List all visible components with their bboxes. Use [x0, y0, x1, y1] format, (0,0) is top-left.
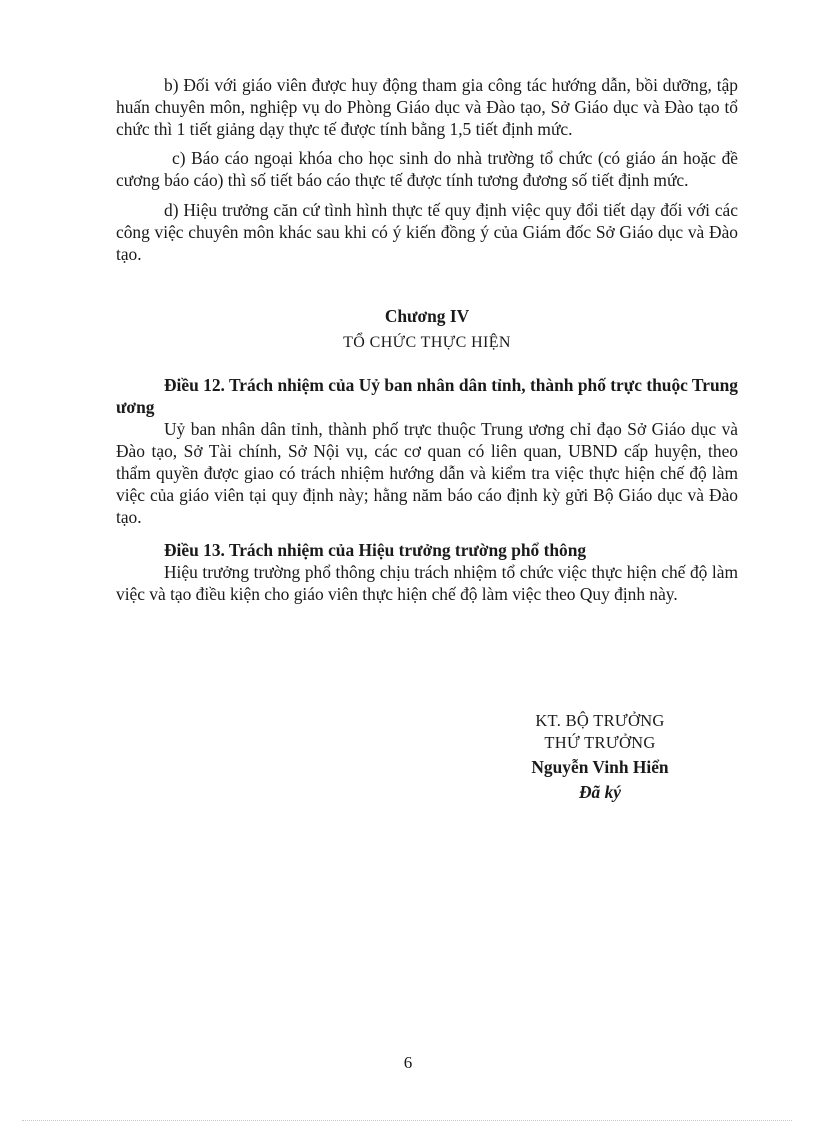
article-13-heading: Điều 13. Trách nhiệm của Hiệu trưởng trường phổ thông [164, 540, 587, 560]
article-12-body: Uỷ ban nhân dân tỉnh, thành phố trực thuộc Trung ương chỉ đạo Sở Giáo dục và Đào tạo, Sở Tài chính, Sở Nội vụ, các cơ quan có liên quan, UBND cấp huyện, theo thẩm quyền được giao có trách nhiệm hướng dẫn và kiểm tra việc thực hiện chế độ làm việc của giáo viên tại quy định này; hằng năm báo cáo định kỳ gửi Bộ Giáo dục và Đào tạo. [116, 419, 738, 527]
signature-title-line: KT. BỘ TRƯỞNG [535, 711, 665, 730]
signature-block [500, 710, 700, 803]
article-12-heading: Điều 12. Trách nhiệm của Uỷ ban nhân dân tỉnh, thành phố trực thuộc Trung ương [116, 375, 738, 417]
signature-role-line: THỨ TRƯỞNG [544, 733, 656, 752]
document-body [116, 74, 738, 605]
paragraph-c: c) Báo cáo ngoại khóa cho học sinh do nhà trường tổ chức (có giáo án hoặc đề cương báo cáo) thì số tiết báo cáo thực tế được tính tương đương số tiết định mức. [116, 148, 738, 190]
article-13-body: Hiệu trưởng trường phổ thông chịu trách nhiệm tổ chức việc thực hiện chế độ làm việc và tạo điều kiện cho giáo viên thực hiện chế độ làm việc theo Quy định này. [116, 562, 738, 604]
signer-name: Nguyễn Vinh Hiển [531, 757, 669, 777]
chapter-title: Chương IV [384, 306, 470, 326]
chapter-subtitle: TỔ CHỨC THỰC HIỆN [343, 334, 511, 351]
page-bottom-rule [22, 1120, 792, 1121]
paragraph-d: d) Hiệu trưởng căn cứ tình hình thực tế quy định việc quy đổi tiết dạy đối với các công việc chuyên môn khác sau khi có ý kiến đồng ý của Giám đốc Sở Giáo dục và Đào tạo. [116, 200, 738, 264]
signed-mark: Đã ký [578, 782, 622, 802]
paragraph-b: b) Đối với giáo viên được huy động tham gia công tác hướng dẫn, bồi dưỡng, tập huấn chuyên môn, nghiệp vụ do Phòng Giáo dục và Đào tạo, Sở Giáo dục và Đào tạo tổ chức thì 1 tiết giảng dạy thực tế được tính bằng 1,5 tiết định mức. [116, 75, 738, 139]
page-number: 6 [403, 1053, 413, 1072]
